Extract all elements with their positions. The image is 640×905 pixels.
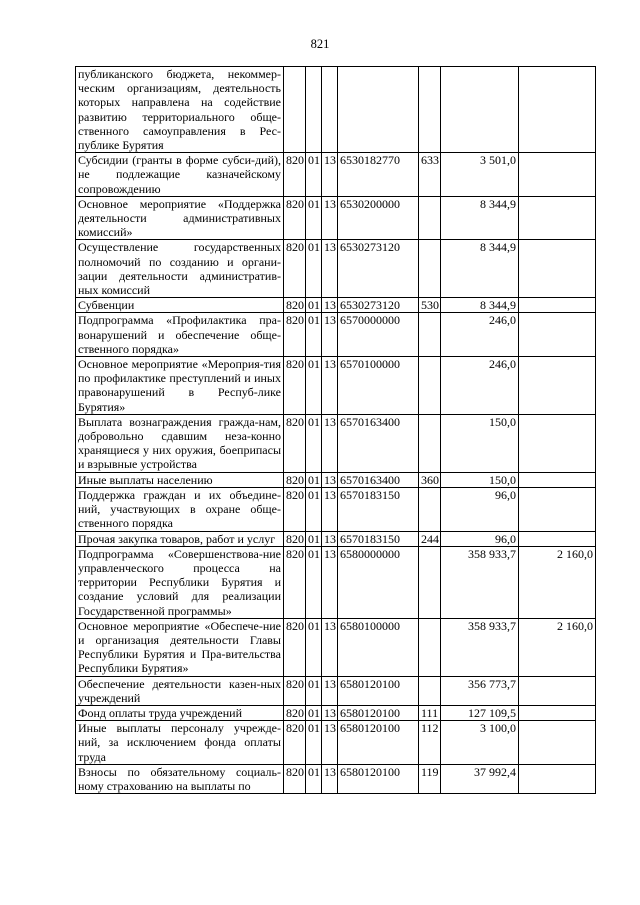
row-rz-cell: 01 <box>306 676 322 705</box>
row-gr-cell: 820 <box>284 546 306 618</box>
row-pr-cell: 13 <box>322 618 338 676</box>
row-pr-cell: 13 <box>322 298 338 313</box>
row-pr-cell <box>322 67 338 153</box>
row-sum2-cell <box>519 487 596 531</box>
row-sum-cell: 8 344,9 <box>441 196 519 240</box>
row-gr-cell: 820 <box>284 196 306 240</box>
row-sum-cell: 246,0 <box>441 357 519 415</box>
row-sum-cell: 358 933,7 <box>441 546 519 618</box>
row-name-cell: Иные выплаты персоналу учрежде-ний, за исключением фонда оплаты труда <box>76 721 284 765</box>
row-rz-cell: 01 <box>306 705 322 720</box>
row-name-cell: Выплата вознаграждения гражда-нам, добровольно сдавшим неза-конно хранящиеся у них оружия, боеприпасы и взрывные устройства <box>76 414 284 472</box>
row-pr-cell: 13 <box>322 240 338 298</box>
table-row <box>76 487 596 531</box>
row-rz-cell: 01 <box>306 546 322 618</box>
row-vr-cell <box>419 618 441 676</box>
row-gr-cell: 820 <box>284 313 306 357</box>
row-vr-cell <box>419 313 441 357</box>
row-pr-cell: 13 <box>322 764 338 793</box>
row-rz-cell <box>306 67 322 153</box>
table-row <box>76 546 596 618</box>
table-row <box>76 240 596 298</box>
row-sum2-cell <box>519 531 596 546</box>
row-name-cell: Прочая закупка товаров, работ и услуг <box>76 531 284 546</box>
row-gr-cell: 820 <box>284 472 306 487</box>
row-sum2-cell <box>519 721 596 765</box>
row-gr-cell: 820 <box>284 764 306 793</box>
row-csr-cell: 6570183150 <box>338 531 419 546</box>
row-rz-cell: 01 <box>306 618 322 676</box>
row-gr-cell <box>284 67 306 153</box>
row-sum2-cell <box>519 357 596 415</box>
row-name-cell: Осуществление государственных полномочий по созданию и органи-зации деятельности административ-ных комиссий <box>76 240 284 298</box>
row-csr-cell: 6580000000 <box>338 546 419 618</box>
row-vr-cell: 111 <box>419 705 441 720</box>
row-sum2-cell <box>519 472 596 487</box>
row-csr-cell: 6580120100 <box>338 676 419 705</box>
table-row <box>76 676 596 705</box>
row-name-cell: Фонд оплаты труда учреждений <box>76 705 284 720</box>
row-gr-cell: 820 <box>284 531 306 546</box>
row-csr-cell: 6530182770 <box>338 153 419 197</box>
row-pr-cell: 13 <box>322 676 338 705</box>
row-vr-cell <box>419 196 441 240</box>
row-pr-cell: 13 <box>322 487 338 531</box>
row-sum2-cell <box>519 298 596 313</box>
row-csr-cell: 6580120100 <box>338 721 419 765</box>
page-number: 821 <box>310 37 330 51</box>
row-rz-cell: 01 <box>306 414 322 472</box>
row-sum-cell: 3 100,0 <box>441 721 519 765</box>
table-row <box>76 313 596 357</box>
row-csr-cell: 6570100000 <box>338 357 419 415</box>
row-vr-cell: 119 <box>419 764 441 793</box>
row-gr-cell: 820 <box>284 240 306 298</box>
row-rz-cell: 01 <box>306 531 322 546</box>
row-csr-cell: 6570163400 <box>338 414 419 472</box>
row-sum2-cell <box>519 414 596 472</box>
row-vr-cell: 112 <box>419 721 441 765</box>
row-rz-cell: 01 <box>306 721 322 765</box>
row-sum2-cell <box>519 676 596 705</box>
row-sum-cell: 37 992,4 <box>441 764 519 793</box>
row-vr-cell: 360 <box>419 472 441 487</box>
row-name-cell: Иные выплаты населению <box>76 472 284 487</box>
row-sum2-cell <box>519 196 596 240</box>
table-row <box>76 67 596 153</box>
row-csr-cell <box>338 67 419 153</box>
row-rz-cell: 01 <box>306 196 322 240</box>
row-rz-cell: 01 <box>306 298 322 313</box>
row-sum2-cell <box>519 240 596 298</box>
row-vr-cell <box>419 546 441 618</box>
row-sum2-cell: 2 160,0 <box>519 546 596 618</box>
row-csr-cell: 6530273120 <box>338 240 419 298</box>
row-rz-cell: 01 <box>306 240 322 298</box>
row-vr-cell <box>419 240 441 298</box>
row-pr-cell: 13 <box>322 313 338 357</box>
row-sum-cell: 150,0 <box>441 472 519 487</box>
row-sum2-cell <box>519 67 596 153</box>
row-vr-cell <box>419 414 441 472</box>
row-gr-cell: 820 <box>284 676 306 705</box>
row-name-cell: Субсидии (гранты в форме субси-дий), не подлежащие казначейскому сопровождению <box>76 153 284 197</box>
row-sum-cell: 96,0 <box>441 487 519 531</box>
table-row <box>76 196 596 240</box>
row-sum-cell: 96,0 <box>441 531 519 546</box>
row-gr-cell: 820 <box>284 487 306 531</box>
row-pr-cell: 13 <box>322 546 338 618</box>
row-vr-cell: 244 <box>419 531 441 546</box>
row-gr-cell: 820 <box>284 721 306 765</box>
row-sum-cell: 246,0 <box>441 313 519 357</box>
row-vr-cell <box>419 67 441 153</box>
table-row <box>76 472 596 487</box>
row-name-cell: Обеспечение деятельности казен-ных учреждений <box>76 676 284 705</box>
table-row <box>76 153 596 197</box>
row-pr-cell: 13 <box>322 472 338 487</box>
row-csr-cell: 6580120100 <box>338 764 419 793</box>
row-csr-cell: 6580100000 <box>338 618 419 676</box>
row-gr-cell: 820 <box>284 618 306 676</box>
row-rz-cell: 01 <box>306 764 322 793</box>
row-sum-cell: 127 109,5 <box>441 705 519 720</box>
row-sum-cell: 8 344,9 <box>441 298 519 313</box>
row-pr-cell: 13 <box>322 196 338 240</box>
table-row <box>76 298 596 313</box>
row-vr-cell <box>419 487 441 531</box>
row-sum-cell <box>441 67 519 153</box>
row-name-cell: Субвенции <box>76 298 284 313</box>
row-name-cell: Подпрограмма «Совершенствова-ние управленческого процесса на территории Республики Бурятия и создание условий для реализации Государственной программы» <box>76 546 284 618</box>
row-sum2-cell <box>519 764 596 793</box>
row-sum-cell: 358 933,7 <box>441 618 519 676</box>
row-sum2-cell: 2 160,0 <box>519 618 596 676</box>
row-name-cell: Взносы по обязательному социаль-ному страхованию на выплаты по <box>76 764 284 793</box>
row-gr-cell: 820 <box>284 357 306 415</box>
row-pr-cell: 13 <box>322 705 338 720</box>
row-pr-cell: 13 <box>322 153 338 197</box>
row-vr-cell <box>419 676 441 705</box>
row-vr-cell <box>419 357 441 415</box>
row-sum-cell: 356 773,7 <box>441 676 519 705</box>
row-pr-cell: 13 <box>322 357 338 415</box>
row-rz-cell: 01 <box>306 487 322 531</box>
row-gr-cell: 820 <box>284 414 306 472</box>
row-vr-cell: 530 <box>419 298 441 313</box>
row-csr-cell: 6580120100 <box>338 705 419 720</box>
row-name-cell: Основное мероприятие «Обеспече-ние и организация деятельности Главы Республики Бурятия и Пра-вительства Республики Бурятия» <box>76 618 284 676</box>
row-pr-cell: 13 <box>322 531 338 546</box>
row-csr-cell: 6570000000 <box>338 313 419 357</box>
row-sum-cell: 150,0 <box>441 414 519 472</box>
row-vr-cell: 633 <box>419 153 441 197</box>
row-gr-cell: 820 <box>284 705 306 720</box>
row-sum-cell: 8 344,9 <box>441 240 519 298</box>
row-sum-cell: 3 501,0 <box>441 153 519 197</box>
row-pr-cell: 13 <box>322 721 338 765</box>
row-rz-cell: 01 <box>306 313 322 357</box>
row-csr-cell: 6530273120 <box>338 298 419 313</box>
table-row <box>76 764 596 793</box>
table-row <box>76 357 596 415</box>
row-gr-cell: 820 <box>284 153 306 197</box>
row-rz-cell: 01 <box>306 472 322 487</box>
row-csr-cell: 6530200000 <box>338 196 419 240</box>
row-name-cell: публиканского бюджета, некоммер-ческим организациям, деятельность которых направлена на содействие развитию территориального обще-ственного самоуправления в Рес-публике Бурятия <box>76 67 284 153</box>
budget-table <box>75 66 596 794</box>
budget-table-body <box>76 67 596 794</box>
row-csr-cell: 6570183150 <box>338 487 419 531</box>
table-row <box>76 531 596 546</box>
row-sum2-cell <box>519 153 596 197</box>
row-gr-cell: 820 <box>284 298 306 313</box>
row-csr-cell: 6570163400 <box>338 472 419 487</box>
row-sum2-cell <box>519 313 596 357</box>
row-rz-cell: 01 <box>306 357 322 415</box>
table-row <box>76 721 596 765</box>
row-name-cell: Основное мероприятие «Мероприя-тия по профилактике преступлений и иных правонарушений в Респуб-лике Бурятия» <box>76 357 284 415</box>
row-name-cell: Поддержка граждан и их объедине-ний, участвующих в охране обще-ственного порядка <box>76 487 284 531</box>
row-name-cell: Подпрограмма «Профилактика пра-вонарушений и обеспечение обще-ственного порядка» <box>76 313 284 357</box>
table-row <box>76 705 596 720</box>
table-row <box>76 618 596 676</box>
row-sum2-cell <box>519 705 596 720</box>
row-name-cell: Основное мероприятие «Поддержка деятельности административных комиссий» <box>76 196 284 240</box>
table-row <box>76 414 596 472</box>
row-pr-cell: 13 <box>322 414 338 472</box>
row-rz-cell: 01 <box>306 153 322 197</box>
